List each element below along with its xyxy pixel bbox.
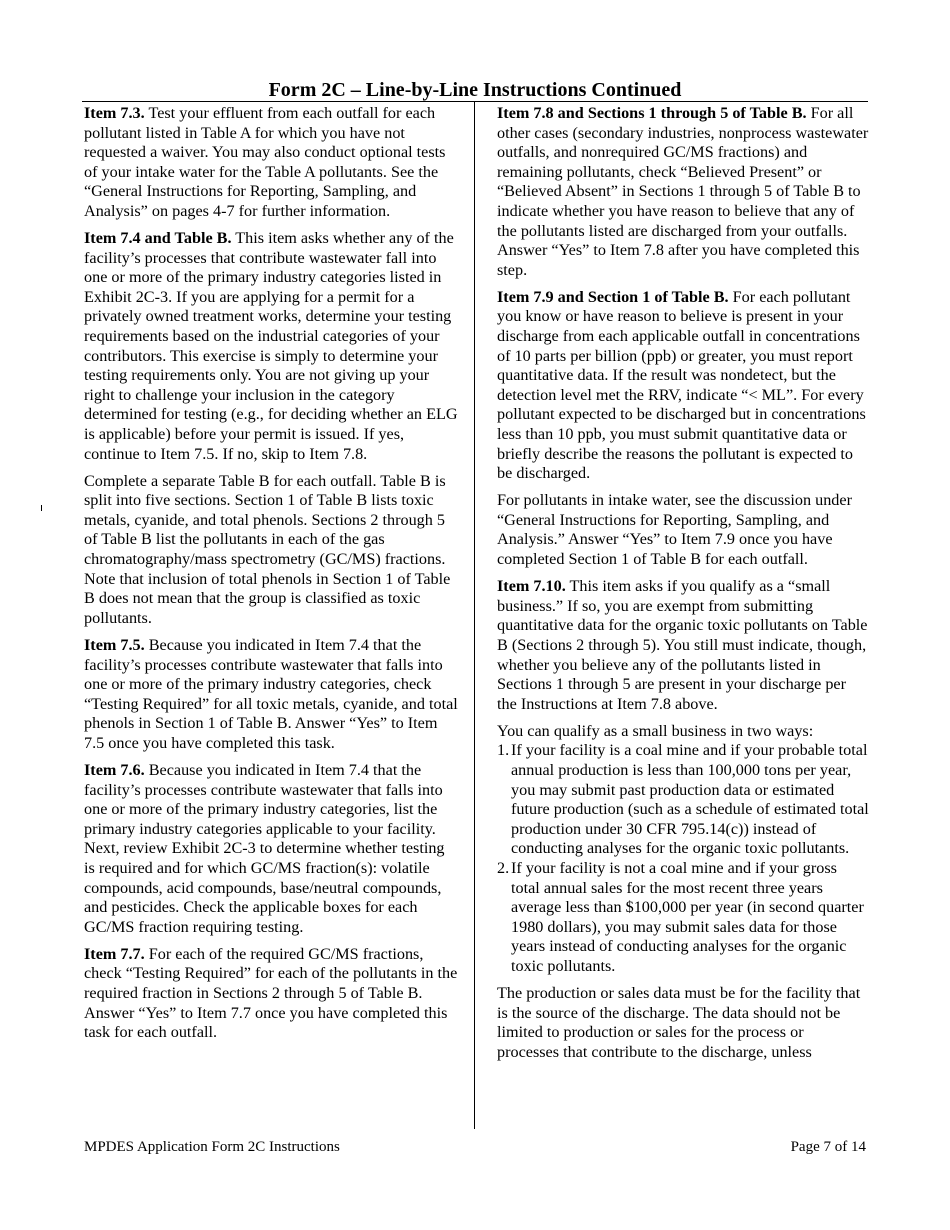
footer-page-number: Page 7 of 14	[790, 1139, 866, 1155]
paragraph-table-b-overview	[84, 472, 458, 629]
list-item-text: If your facility is not a coal mine and if your gross total annual sales for the most recent three years average less than $100,000 per year (in second quarter 1980 dollars), you may submit sales data for those years instead of conducting analyses for the organic toxic pollutants.	[511, 858, 864, 975]
column-divider	[474, 102, 475, 1129]
paragraph-text: Complete a separate Table B for each outfall. Table B is split into five sections. Section 1 of Table B lists toxic metals, cyanide, and total phenols. Sections 2 through 5 of Table B list the pollutants in each of the gas chromatography/mass spectrometry (GC/MS) fractions. Note that inclusion of total phenols in Section 1 of Table B does not mean that the group is classified as toxic pollutants.	[84, 471, 451, 627]
list-item	[497, 741, 869, 859]
paragraph-intake-water	[497, 491, 869, 569]
paragraph-item-7-3	[84, 104, 458, 222]
paragraph-text: Test your effluent from each outfall for each pollutant listed in Table A for which you have not requested a waiver. You may also conduct optional tests of your intake water for the Table A pollutants. See the “General Instructions for Reporting, Sampling, and Analysis” on pages 4-7 for further information.	[84, 104, 446, 220]
paragraph-heading: Item 7.7.	[84, 944, 145, 963]
paragraph-item-7-10	[497, 577, 869, 714]
paragraph-production-data: The production or sales data must be for the facility that is the source of the discharge. The data should not be limited to production or sales for the process or processes that contribute to the discharge, unless	[497, 984, 861, 1061]
paragraph-heading: Item 7.3.	[84, 104, 145, 122]
paragraph-heading: Item 7.6.	[84, 761, 145, 779]
paragraph-heading: Item 7.10.	[497, 577, 566, 596]
paragraph-heading: Item 7.5.	[84, 635, 145, 654]
paragraph-text: For each pollutant you know or have reason to believe is present in your discharge from each applicable outfall in concentrations of 10 parts per billion (ppb) or greater, you must report quantitative data. If the result was nondetect, but the detection level met the RRV, indicate “< ML”. For every pollutant expected to be discharged but in concentrations less than 10 ppb, you must submit quantitative data or briefly describe the reasons the pollutant is expected to be discharged.	[497, 287, 866, 483]
footer-document-name: MPDES Application Form 2C Instructions	[84, 1139, 340, 1155]
paragraph-heading: Item 7.9 and Section 1 of Table B.	[497, 287, 729, 306]
paragraph-text: For all other cases (secondary industries, nonprocess wastewater outfalls, and nonrequired GC/MS fractions) and remaining pollutants, check “Believed Present” or “Believed Absent” in Sections 1 through 5 of Table B to indicate whether you have reason to believe that any of the pollutants listed are discharged from your outfalls. Answer “Yes” to Item 7.8 after you have completed this step.	[497, 104, 869, 279]
paragraph-item-7-7	[84, 945, 458, 1043]
paragraph-item-7-4	[84, 229, 458, 464]
paragraph-heading: Item 7.8 and Sections 1 through 5 of Table B.	[497, 104, 807, 122]
right-column	[497, 104, 869, 1062]
paragraph-item-7-5	[84, 636, 458, 754]
paragraph-text: For each of the required GC/MS fractions, check “Testing Required” for each of the pollutants in the required fraction in Sections 2 through 5 of Table B. Answer “Yes” to Item 7.7 once you have completed this task for each outfall.	[84, 944, 458, 1042]
list-item-number: 1.	[497, 741, 510, 760]
small-business-intro: You can qualify as a small business in two ways:	[497, 721, 814, 740]
paragraph-text: For pollutants in intake water, see the discussion under “General Instructions for Reporting, Sampling, and Analysis.” Answer “Yes” to Item 7.9 once you have completed Section 1 of Table B for each outfall.	[497, 491, 852, 569]
page-title: Form 2C – Line-by-Line Instructions Continued	[268, 79, 682, 101]
small-business-list	[497, 741, 869, 976]
paragraph-item-7-6	[84, 761, 458, 937]
title-rule	[82, 101, 868, 102]
paragraph-text: This item asks whether any of the facility’s processes that contribute wastewater fall into one or more of the primary industry categories listed in Exhibit 2C-3. If you are applying for a permit for a privately owned treatment works, determine your testing requirements based on the industrial categories of your contributors. This exercise is simply to determine your testing requirements only. You are not giving up your right to challenge your inclusion in the category determined for testing (e.g., for deciding whether an ELG is applicable) before your permit is issued. If yes, continue to Item 7.5. If no, skip to Item 7.8.	[84, 229, 458, 463]
list-item-text: If your facility is a coal mine and if your probable total annual production is less than 100,000 tons per year, you may submit past production data or estimated future production (such as a schedule of estimated total production under 30 CFR 795.14(c)) instead of conducting analyses for the organic toxic pollutants.	[511, 741, 869, 858]
paragraph-text: Because you indicated in Item 7.4 that the facility’s processes contribute wastewater that falls into one or more of the primary industry categories, list the primary industry categories applicable to your facility. Next, review Exhibit 2C-3 to determine whether testing is required and for which GC/MS fraction(s): volatile compounds, acid compounds, base/neutral compounds, and pesticides. Check the applicable boxes for each GC/MS fraction requiring testing.	[84, 761, 445, 936]
paragraph-text: This item asks if you qualify as a “small business.” If so, you are exempt from submitting quantitative data for the organic toxic pollutants on Table B (Sections 2 through 5). You still must indicate, though, whether you believe any of the pollutants listed in Sections 1 through 5 are present in your discharge per the Instructions at Item 7.8 above.	[497, 577, 868, 713]
left-column	[84, 104, 458, 1043]
paragraph-heading: Item 7.4 and Table B.	[84, 229, 232, 248]
paragraph-text: Because you indicated in Item 7.4 that the facility’s processes contribute wastewater that falls into one or more of the primary industry categories, check “Testing Required” for all toxic metals, cyanide, and total phenols in Section 1 of Table B. Answer “Yes” to Item 7.5 once you have completed this task.	[84, 635, 458, 752]
margin-mark	[41, 505, 42, 511]
paragraph-item-7-9	[497, 288, 869, 484]
paragraph-item-7-8	[497, 104, 869, 280]
list-item	[497, 859, 869, 977]
list-item-number: 2.	[497, 858, 510, 877]
